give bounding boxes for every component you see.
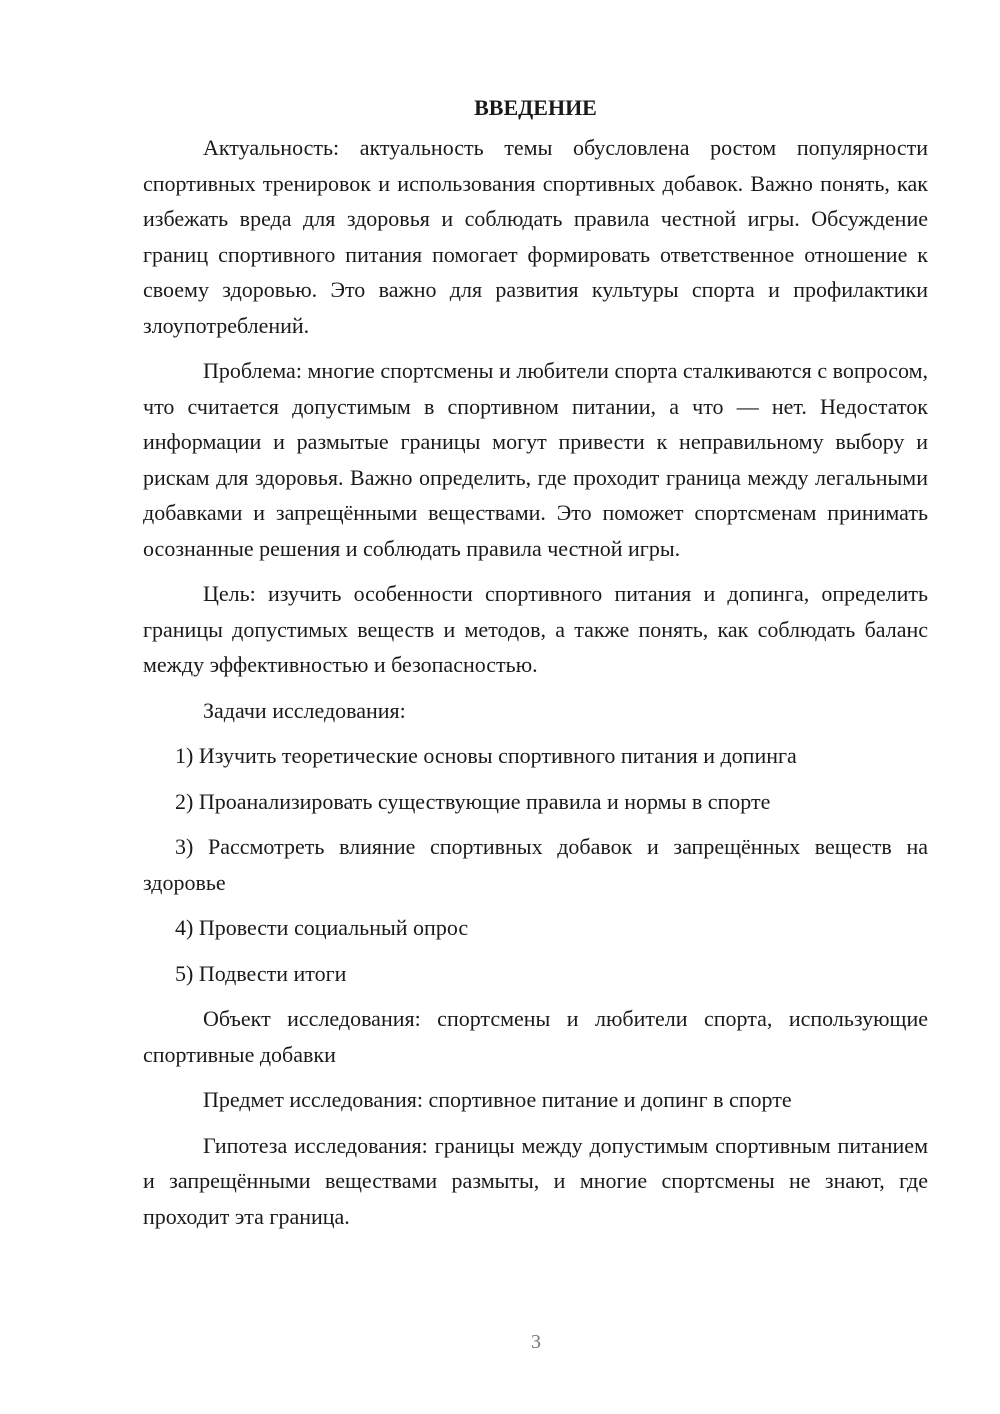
tasks-heading: Задачи исследования: [203, 697, 406, 723]
section-title: ВВЕДЕНИЕ [474, 95, 597, 120]
task-item: 3) Рассмотреть влияние спортивных добавок и запрещённых веществ на здоровье [143, 834, 928, 895]
task-item: 5) Подвести итоги [175, 960, 347, 986]
subject-paragraph: Предмет исследования: спортивное питание и допинг в спорте [203, 1087, 792, 1112]
task-item: 4) Провести социальный опрос [175, 915, 469, 940]
page-number: 3 [531, 1331, 541, 1353]
problem-paragraph: Проблема: многие спортсмены и любители спорта сталкиваются с вопросом, что считается допустимым в спортивном питании, а что — нет. Недостаток информации и размытые границы могут привести к неправильному выбору и рискам для здоровья. Важно определить, где проходит граница между легальными добавками и запрещёнными веществами. Это поможет спортсменам принимать осознанные решения и соблюдать правила честной игры. [143, 358, 928, 561]
goal-paragraph: Цель: изучить особенности спортивного питания и допинга, определить границы допустимых веществ и методов, а также понять, как соблюдать баланс между эффективностью и безопасностью. [143, 581, 928, 677]
task-item: 2) Проанализировать существующие правила и нормы в спорте [175, 788, 771, 814]
object-paragraph: Объект исследования: спортсмены и любители спорта, использующие спортивные добавки [143, 1006, 928, 1067]
relevance-paragraph: Актуальность: актуальность темы обусловлена ростом популярности спортивных тренировок и использования спортивных добавок. Важно понять, как избежать вреда для здоровья и соблюдать правила честной игры. Обсуждение границ спортивного питания помогает формировать ответственное отношение к своему здоровью. Это важно для развития культуры спорта и профилактики злоупотреблений. [143, 135, 928, 338]
hypothesis-paragraph: Гипотеза исследования: границы между допустимым спортивным питанием и запрещёнными веществами размыты, и многие спортсмены не знают, где проходит эта граница. [143, 1132, 928, 1229]
document-page [143, 90, 928, 1244]
task-item: 1) Изучить теоретические основы спортивного питания и допинга [175, 743, 797, 768]
